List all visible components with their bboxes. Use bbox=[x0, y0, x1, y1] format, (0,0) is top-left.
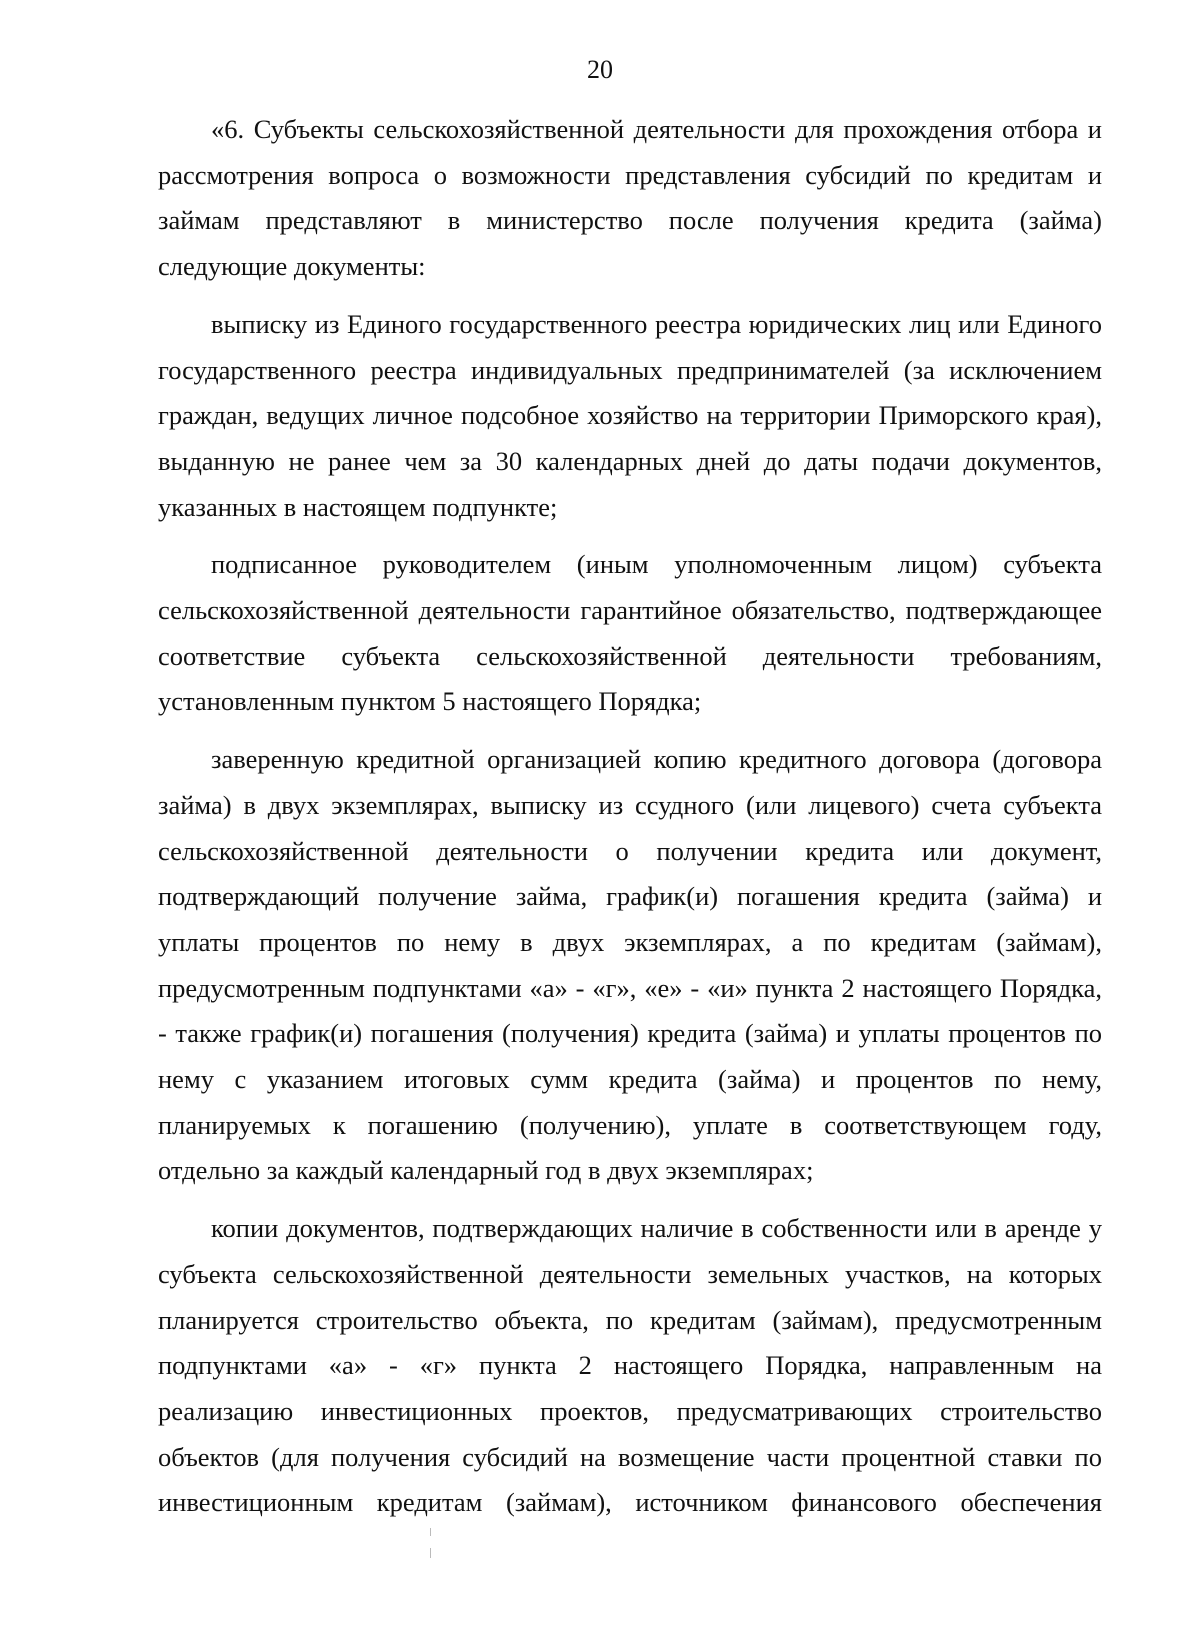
paragraph-documents-list-intro: «6. Субъекты сельскохозяйственной деятельности для прохождения отбора и рассмотрения вопроса о возможности представления субсидий по кредитам и займам представляют в министерство после получения кредита (займа) следующие документы: bbox=[158, 114, 1102, 282]
scan-artifact bbox=[430, 1528, 431, 1536]
document-body bbox=[158, 107, 1102, 1538]
scan-artifact bbox=[430, 1548, 431, 1558]
paragraph-guarantee-obligation: подписанное руководителем (иным уполномоченным лицом) субъекта сельскохозяйственной деятельности гарантийное обязательство, подтверждающее соответствие субъекта сельскохозяйственной деятельности требованиям, установленным пунктом 5 настоящего Порядка; bbox=[158, 549, 1102, 717]
paragraph-registry-extract: выписку из Единого государственного реестра юридических лиц или Единого государственного реестра индивидуальных предпринимателей (за исключением граждан, ведущих личное подсобное хозяйство на территории Приморского края), выданную не ранее чем за 30 календарных дней до даты подачи документов, указанных в настоящем подпункте; bbox=[158, 308, 1102, 522]
paragraph-land-documents: копии документов, подтверждающих наличие в собственности или в аренде у субъекта сельскохозяйственной деятельности земельных участков, на которых планируется строительство объекта, по кредитам (займам), предусмотренным подпунктами «а» - «г» пункта 2 настоящего Порядка, направленным на реализацию инвестиционных проектов, предусматривающих строительство объектов (для получения субсидий на возмещение части процентной ставки по инвестиционным кредитам (займам), источником финансового обеспечения bbox=[158, 1213, 1102, 1518]
page-number: 20 bbox=[587, 55, 613, 84]
paragraph-credit-agreement-copy: заверенную кредитной организацией копию кредитного договора (договора займа) в двух экземплярах, выписку из ссудного (или лицевого) счета субъекта сельскохозяйственной деятельности о получении кредита или документ, подтверждающий получение займа, график(и) погашения кредита (займа) и уплаты процентов по нему в двух экземплярах, а по кредитам (займам), предусмотренным подпунктами «а» - «г», «е» - «и» пункта 2 настоящего Порядка, - также график(и) погашения (получения) кредита (займа) и уплаты процентов по нему с указанием итоговых сумм кредита (займа) и процентов по нему, планируемых к погашению (получению), уплате в соответствующем году, отдельно за каждый календарный год в двух экземплярах; bbox=[158, 744, 1102, 1186]
